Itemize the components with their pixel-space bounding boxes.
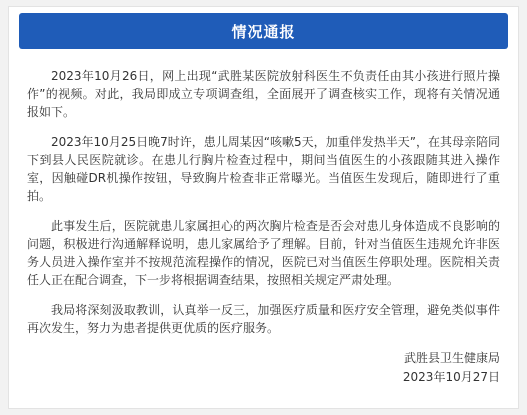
notice-body xyxy=(9,49,518,387)
signoff-date: 2023年10月27日 xyxy=(402,370,500,384)
paragraph-conclusion: 我局将深刻汲取教训，认真举一反三，加强医疗质量和医疗安全管理，避免类似事件再次发生，努力为患者提供更优质的医疗服务。 xyxy=(27,303,500,335)
paragraph-incident: 2023年10月25日晚7时许，患儿周某因“咳嗽5天，加重伴发热半天”，在其母亲陪同下到县人民医院就诊。在患儿行胸片检查过程中，期间当值医生的小孩跟随其进入操作室，因触碰DR机操作按钮，导致胸片检查非正常曝光。当值医生发现后，随即进行了重拍。 xyxy=(27,135,500,203)
paragraph-handling: 此事发生后，医院就患儿家属担心的两次胸片检查是否会对患儿身体造成不良影响的问题，积极进行沟通解释说明，患儿家属给予了理解。目前，针对当值医生违规允许非医务人员进入操作室并不按规范流程操作的情况，医院已对当值医生停职处理。医院相关责任人正在配合调查，下一步将根据调查结果，按照相关规定严肃处理。 xyxy=(27,219,500,287)
signoff xyxy=(27,349,500,387)
notice-title: 情况通报 xyxy=(231,22,296,41)
notice-card xyxy=(8,6,519,409)
notice-banner xyxy=(19,13,508,49)
paragraph-intro: 2023年10月26日，网上出现“武胜某医院放射科医生不负责任由其小孩进行照片操作”的视频。对此，我局即成立专项调查组，全面展开了调查核实工作，现将有关情况通报如下。 xyxy=(27,69,500,119)
signoff-org: 武胜县卫生健康局 xyxy=(403,351,500,365)
